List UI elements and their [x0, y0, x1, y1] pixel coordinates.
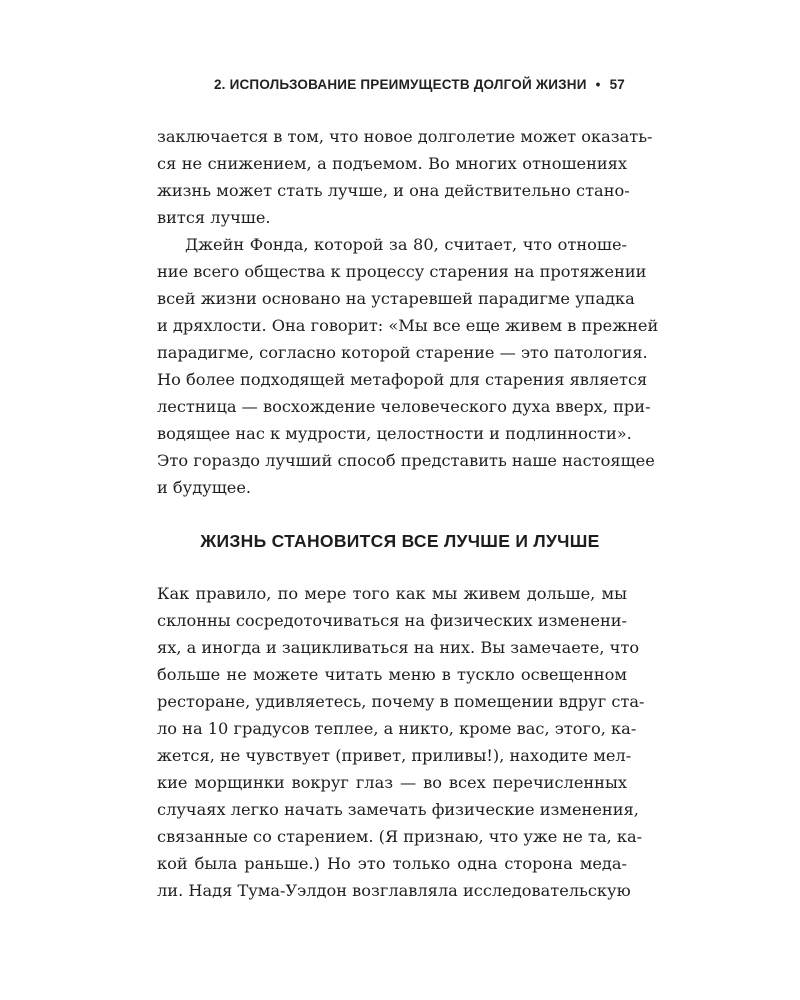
- text-line: Это гораздо лучший способ представить наше настоящее: [157, 451, 655, 470]
- text-line: ло на 10 градусов теплее, а никто, кроме вас, этого, ка-: [157, 719, 637, 738]
- text-line: жизнь может стать лучше, и она действительно стано-: [157, 181, 630, 200]
- text-line: и дряхлости. Она говорит: «Мы все еще живем в прежней: [157, 316, 659, 335]
- text-line: Как правило, по мере того как мы живем дольше, мы: [157, 584, 627, 603]
- body-text-bottom: [157, 580, 645, 904]
- paragraph: [157, 231, 659, 501]
- section-heading: ЖИЗНЬ СТАНОВИТСЯ ВСЕ ЛУЧШЕ И ЛУЧШЕ: [200, 531, 600, 551]
- running-header: [214, 77, 625, 92]
- text-line: парадигме, согласно которой старение — это патология.: [157, 343, 648, 362]
- text-line: всей жизни основано на устаревшей парадигме упадка: [157, 289, 635, 308]
- text-line: Но более подходящей метафорой для старения является: [157, 370, 648, 389]
- text-line: водящее нас к мудрости, целостности и подлинности».: [157, 424, 632, 443]
- text-line: склонны сосредоточиваться на физических изменени-: [157, 611, 627, 630]
- paragraph: [157, 580, 645, 904]
- text-line: ние всего общества к процессу старения на протяжении: [157, 262, 647, 281]
- text-line: кие морщинки вокруг глаз — во всех перечисленных: [157, 773, 627, 792]
- text-line: ся не снижением, а подъемом. Во многих отношениях: [157, 154, 627, 173]
- text-line: случаях легко начать замечать физические изменения,: [157, 800, 639, 819]
- text-line: ях, а иногда и зацикливаться на них. Вы замечаете, что: [157, 638, 640, 657]
- text-line: жется, не чувствует (привет, приливы!), находите мел-: [157, 746, 632, 765]
- text-line: ли. Надя Тума-Уэлдон возглавляла исследовательскую: [157, 881, 631, 900]
- page-number: 57: [609, 77, 625, 92]
- text-line: ресторане, удивляетесь, почему в помещении вдруг ста-: [157, 692, 645, 711]
- paragraph: [157, 123, 653, 231]
- text-line: связанные со старением. (Я признаю, что уже не та, ка-: [157, 827, 643, 846]
- text-line: кой была раньше.) Но это только одна сторона меда-: [157, 854, 627, 873]
- text-line: заключается в том, что новое долголетие может оказать-: [157, 127, 653, 146]
- chapter-title: 2. ИСПОЛЬЗОВАНИЕ ПРЕИМУЩЕСТВ ДОЛГОЙ ЖИЗНИ: [213, 77, 587, 92]
- text-line: лестница — восхождение человеческого духа вверх, при-: [157, 397, 651, 416]
- text-line: больше не можете читать меню в тускло освещенном: [157, 665, 627, 684]
- text-line: и будущее.: [157, 478, 252, 497]
- text-line: вится лучше.: [157, 208, 271, 227]
- body-text-top: [157, 123, 659, 501]
- header-separator: •: [595, 77, 601, 92]
- text-line: Джейн Фонда, которой за 80, считает, что отноше-: [185, 235, 627, 254]
